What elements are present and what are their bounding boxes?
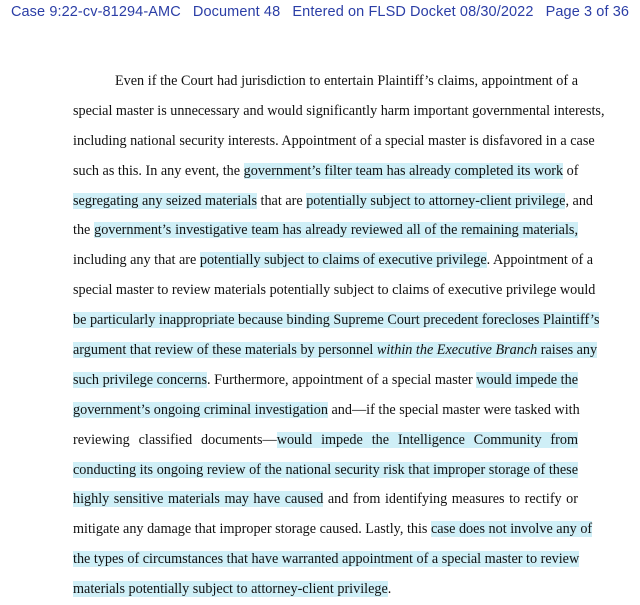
text-line <box>73 157 578 187</box>
text-segment: such as this. In any event, the <box>73 162 244 179</box>
page-number: Page 3 of 36 <box>545 4 630 20</box>
highlighted-text: segregating any seized materials <box>73 192 257 209</box>
text-line <box>73 485 578 515</box>
text-segment: special master is unnecessary and would significantly harm important governmental interests, <box>73 102 605 119</box>
text-segment: reviewing classified documents— <box>73 431 277 448</box>
docket-entry: Entered on FLSD Docket 08/30/2022 <box>292 4 534 20</box>
text-segment: . Appointment of a <box>486 252 594 269</box>
text-line <box>73 366 578 396</box>
text-segment: including national security interests. Appointment of a special master is disfavored in a case <box>73 132 595 149</box>
docket-header <box>0 4 640 20</box>
text-segment: special master to review materials potentially subject to claims of executive privilege would <box>73 282 596 299</box>
highlighted-text: potentially subject to attorney-client privilege <box>306 192 566 209</box>
text-segment: and—if the special master were tasked with <box>327 401 580 418</box>
highlighted-text: highly sensitive materials may have caused <box>73 491 324 508</box>
text-line <box>73 216 578 246</box>
text-segment: that are <box>256 192 307 209</box>
text-line <box>73 97 605 127</box>
text-line <box>73 515 593 545</box>
highlighted-text: the types of circumstances that have warranted appointment of a special master to review <box>73 551 580 568</box>
text-line <box>73 575 578 605</box>
highlighted-text: government’s investigative team has already reviewed all of the remaining materials, <box>94 222 578 239</box>
text-line <box>73 127 595 157</box>
case-number: Case 9:22-cv-81294-AMC <box>10 4 181 20</box>
highlighted-text: argument that review of these materials by personnel <box>73 342 377 359</box>
text-line <box>73 306 600 336</box>
text-line <box>73 246 594 276</box>
document-paragraph <box>73 67 605 605</box>
text-line <box>73 336 598 366</box>
highlighted-text: raises any <box>537 342 598 359</box>
highlighted-text: within the Executive Branch <box>376 342 538 359</box>
text-line <box>73 396 578 426</box>
text-segment: and from identifying measures to rectify or <box>323 491 578 508</box>
highlighted-text: such privilege concerns <box>73 371 207 388</box>
document-number: Document 48 <box>192 4 281 20</box>
text-line <box>73 276 596 306</box>
highlighted-text: would impede the Intelligence Community from <box>276 431 578 448</box>
text-line <box>73 187 594 217</box>
highlighted-text: conducting its ongoing review of the national security risk that improper storage of these <box>73 461 578 478</box>
text-segment: including any that are <box>73 252 200 269</box>
text-segment: of <box>563 162 579 179</box>
text-line <box>73 426 578 456</box>
text-segment: Even if the Court had jurisdiction to entertain Plaintiff’s claims, appointment of a <box>115 73 578 89</box>
highlighted-text: government’s ongoing criminal investigation <box>73 401 328 418</box>
highlighted-text: materials potentially subject to attorney-client privilege <box>73 581 388 598</box>
text-line <box>73 545 578 575</box>
text-line <box>73 456 578 486</box>
text-line <box>73 67 578 97</box>
text-segment: . <box>387 581 392 598</box>
text-segment: . Furthermore, appointment of a special master <box>207 371 477 388</box>
highlighted-text: would impede the <box>476 371 578 388</box>
highlighted-text: be particularly inappropriate because binding Supreme Court precedent forecloses Plaintiff’s <box>73 312 600 329</box>
text-segment: the <box>73 222 95 239</box>
text-segment: mitigate any damage that improper storage caused. Lastly, this <box>73 521 431 538</box>
highlighted-text: government’s filter team has already completed its work <box>243 162 564 179</box>
highlighted-text: case does not involve any of <box>431 521 593 538</box>
text-segment: , and <box>565 192 594 209</box>
highlighted-text: potentially subject to claims of executive privilege <box>199 252 487 269</box>
